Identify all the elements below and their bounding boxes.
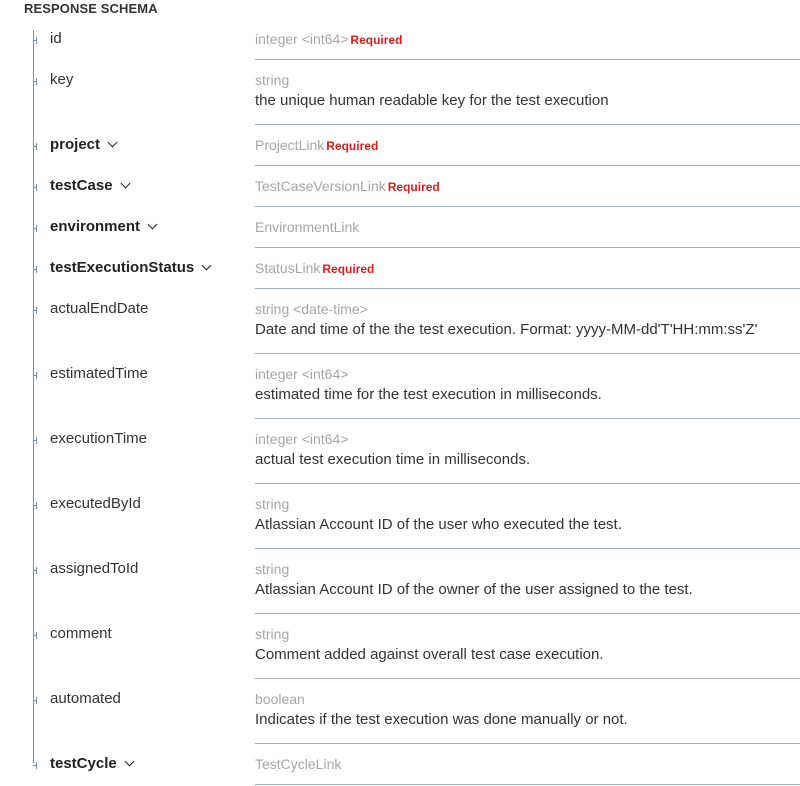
- property-detail: [255, 626, 800, 663]
- property-description: actual test execution time in milliseconds.: [255, 451, 531, 468]
- property-name: testExecutionStatus: [50, 259, 195, 276]
- tree-tick: [36, 697, 37, 704]
- row-divider: [255, 548, 800, 549]
- row-divider: [255, 288, 800, 289]
- required-badge: Required: [350, 33, 403, 47]
- property-detail: [255, 756, 800, 774]
- property-detail: [255, 178, 800, 196]
- chevron-down-icon: [124, 757, 134, 767]
- row-divider: [255, 784, 800, 785]
- property-type: string: [255, 626, 290, 642]
- tree-tick: [36, 762, 37, 769]
- property-detail: [255, 496, 800, 533]
- expand-project-button[interactable]: [50, 136, 116, 153]
- property-name: automated: [50, 690, 121, 707]
- property-description: the unique human readable key for the test execution: [255, 92, 609, 109]
- property-name: comment: [50, 625, 112, 642]
- property-type: string: [255, 72, 290, 88]
- expand-testcase-button[interactable]: [50, 177, 129, 194]
- property-name: project: [50, 136, 101, 153]
- tree-tick: [36, 184, 37, 191]
- tree-tick: [36, 266, 37, 273]
- chevron-down-icon: [120, 179, 130, 189]
- tree-tick: [36, 567, 37, 574]
- row-divider: [255, 59, 800, 60]
- property-detail: [255, 72, 800, 109]
- property-description: Indicates if the test execution was done manually or not.: [255, 711, 628, 728]
- tree-tick: [36, 78, 37, 85]
- chevron-down-icon: [148, 220, 158, 230]
- property-type: string: [255, 496, 290, 512]
- row-divider: [255, 483, 800, 484]
- property-type: ProjectLink: [255, 137, 325, 153]
- property-type: boolean: [255, 691, 305, 707]
- property-detail: [255, 219, 800, 237]
- tree-tick: [36, 307, 37, 314]
- property-name: testCycle: [50, 755, 117, 772]
- property-detail: [255, 137, 800, 155]
- row-divider: [255, 353, 800, 354]
- property-description: Date and time of the the test execution. Format: yyyy-MM-dd'T'HH:mm:ss'Z': [255, 321, 758, 338]
- chevron-down-icon: [108, 138, 118, 148]
- expand-testexecutionstatus-button[interactable]: [50, 259, 210, 276]
- property-detail: [255, 431, 800, 468]
- tree-tick: [36, 372, 37, 379]
- property-type: string: [255, 561, 290, 577]
- property-name: executedById: [50, 495, 141, 512]
- property-name: actualEndDate: [50, 300, 149, 317]
- tree-tick: [36, 143, 37, 150]
- row-divider: [255, 678, 800, 679]
- property-detail: [255, 31, 800, 49]
- property-detail: [255, 366, 800, 403]
- property-type: TestCaseVersionLink: [255, 178, 386, 194]
- required-badge: Required: [387, 180, 440, 194]
- row-divider: [255, 206, 800, 207]
- row-divider: [255, 613, 800, 614]
- tree-line: [33, 30, 34, 763]
- section-heading: RESPONSE SCHEMA: [24, 1, 158, 16]
- property-description: estimated time for the test execution in milliseconds.: [255, 386, 602, 403]
- property-type: integer <int64>: [255, 431, 349, 447]
- property-name: testCase: [50, 177, 113, 194]
- property-type: EnvironmentLink: [255, 219, 360, 235]
- property-description: Atlassian Account ID of the owner of the user assigned to the test.: [255, 581, 693, 598]
- tree-tick: [36, 632, 37, 639]
- row-divider: [255, 247, 800, 248]
- property-name: environment: [50, 218, 141, 235]
- tree-tick: [36, 225, 37, 232]
- property-type: string <date-time>: [255, 301, 368, 317]
- required-badge: Required: [322, 262, 375, 276]
- property-description: Atlassian Account ID of the user who executed the test.: [255, 516, 622, 533]
- property-detail: [255, 260, 800, 278]
- tree-tick: [36, 437, 37, 444]
- expand-environment-button[interactable]: [50, 218, 156, 235]
- property-name: key: [50, 71, 74, 88]
- property-type: StatusLink: [255, 260, 321, 276]
- required-badge: Required: [326, 139, 379, 153]
- property-detail: [255, 691, 800, 728]
- property-name: executionTime: [50, 430, 147, 447]
- property-name: id: [50, 30, 62, 47]
- property-type: integer <int64>: [255, 31, 349, 47]
- tree-tick: [36, 502, 37, 509]
- property-detail: [255, 301, 800, 338]
- chevron-down-icon: [202, 261, 212, 271]
- property-detail: [255, 561, 800, 598]
- property-type: integer <int64>: [255, 366, 349, 382]
- row-divider: [255, 124, 800, 125]
- expand-testcycle-button[interactable]: [50, 755, 133, 772]
- row-divider: [255, 743, 800, 744]
- tree-tick: [36, 37, 37, 44]
- row-divider: [255, 418, 800, 419]
- property-description: Comment added against overall test case execution.: [255, 646, 604, 663]
- property-name: assignedToId: [50, 560, 139, 577]
- property-type: TestCycleLink: [255, 756, 342, 772]
- row-divider: [255, 165, 800, 166]
- property-name: estimatedTime: [50, 365, 148, 382]
